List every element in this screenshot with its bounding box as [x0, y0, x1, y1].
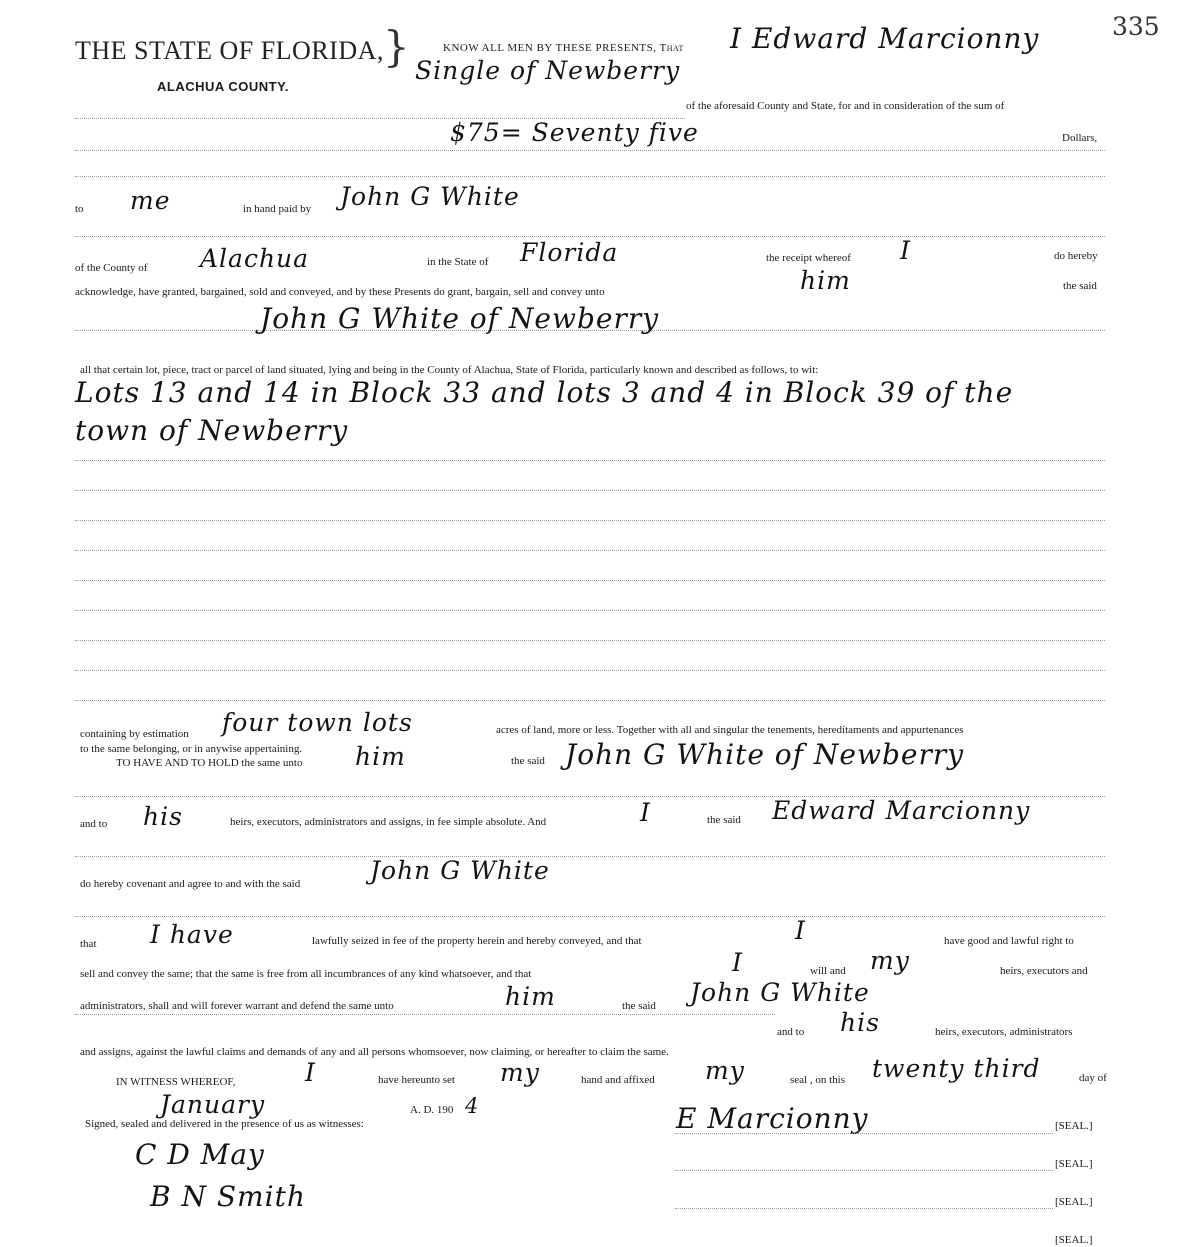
witness-1-signature: C D May [135, 1138, 265, 1171]
and-assigns-text: and assigns, against the lawful claims and demands of any and all persons whomsoever, now claiming, or hereafter to claim the same. [80, 1046, 669, 1058]
signed-sealed-text: Signed, sealed and delivered in the presence of us as witnesses: [85, 1118, 364, 1130]
hold-unto: him [355, 742, 406, 771]
unto-handwritten: him [800, 266, 851, 295]
sell-convey-text: sell and convey the same; that the same is free from all incumbrances of any kind whatsoever, and that [80, 968, 532, 980]
that-who: I have [150, 920, 234, 949]
acres-text: acres of land, more or less. Together with all and singular the tenements, hereditaments and appurtenances [496, 724, 964, 736]
lawfully-text: lawfully seized in fee of the property herein and hereby conveyed, and that [312, 935, 642, 947]
description-line-2: town of Newberry [75, 414, 349, 447]
and-to-2-text: and to [777, 1026, 805, 1038]
heirs-exec-and-text: heirs, executors and [1000, 965, 1088, 977]
heirs-exec-text: heirs, executors, administrators and assigns, in fee simple absolute. And [230, 816, 547, 828]
grantee-full: John G White of Newberry [260, 302, 660, 335]
seal-label-1: [SEAL.] [1055, 1120, 1093, 1132]
witness-who: I [305, 1058, 316, 1087]
month-handwritten: January [160, 1090, 266, 1119]
the-said-2-text: the said [511, 755, 545, 767]
will-and-handwritten: my [870, 946, 910, 975]
paid-by-text: in hand paid by [243, 203, 312, 215]
county-handwritten: Alachua [200, 244, 310, 273]
defend-said: John G White [690, 978, 870, 1007]
the-said-text: the said [1063, 280, 1097, 292]
covenant-with: John G White [370, 856, 550, 885]
covenant-text: do hereby covenant and agree to and with the said [80, 878, 301, 890]
state-of-text: in the State of [427, 256, 489, 268]
state-handwritten: Florida [520, 238, 619, 267]
hand-affixed-text: hand and affixed [581, 1074, 655, 1086]
the-said-3-text: the said [707, 814, 741, 826]
estimation-handwritten: four town lots [222, 708, 413, 737]
affixed-handwritten: my [705, 1056, 745, 1085]
have-hereunto-text: have hereunto set [378, 1074, 455, 1086]
the-said-4-text: the said [622, 1000, 656, 1012]
county-of-text: of the County of [75, 262, 148, 274]
page-number: 335 [1112, 12, 1160, 41]
all-that-text: all that certain lot, piece, tract or parcel of land situated, lying and being in the County of Alachua, State of Florida, particularly known and described as follows, to wit: [80, 364, 819, 376]
header-brace: } [383, 22, 410, 71]
receipt-who: I [900, 236, 911, 265]
will-and-text: will and [810, 965, 846, 977]
same-belonging-text: to the same belonging, or in anywise appertaining. [80, 743, 303, 755]
heirs-exec-admin-text: heirs, executors, administrators [935, 1026, 1073, 1038]
and-who: I [640, 798, 651, 827]
defend-unto: him [505, 982, 556, 1011]
ad-text: A. D. 190 [410, 1104, 454, 1116]
administrators-text: administrators, shall and will forever warrant and defend the same unto [80, 1000, 394, 1012]
to-text: to [75, 203, 84, 215]
grantor-name: I Edward Marcionny [730, 22, 1040, 55]
and-said-name: Edward Marcionny [772, 796, 1031, 825]
do-hereby-text: do hereby [1054, 250, 1098, 262]
description-line-1: Lots 13 and 14 in Block 33 and lots 3 and 4 in Block 39 of the [75, 376, 1014, 409]
in-witness-text: IN WITNESS WHEREOF, [116, 1076, 236, 1088]
state-title: THE STATE OF FLORIDA, [75, 36, 384, 65]
will-who: I [732, 948, 743, 977]
seal-on-this-text: seal , on this [790, 1074, 845, 1086]
set-handwritten: my [500, 1058, 540, 1087]
acknowledge-text: acknowledge, have granted, bargained, sold and conveyed, and by these Presents do grant, bargain, sell and convey unto [75, 286, 605, 298]
seal-label-2: [SEAL.] [1055, 1158, 1093, 1170]
and-to-2-handwritten: his [840, 1008, 880, 1037]
receipt-text: the receipt whereof [766, 252, 851, 264]
have-good-text: have good and lawful right to [944, 935, 1074, 947]
county-label: ALACHUA COUNTY. [157, 79, 289, 94]
to-whom: me [130, 186, 171, 215]
day-handwritten: twenty third [872, 1054, 1041, 1083]
witness-2-signature: B N Smith [150, 1180, 306, 1213]
containing-text: containing by estimation [80, 728, 189, 740]
hold-said: John G White of Newberry [565, 738, 965, 771]
know-all-text: KNOW ALL MEN BY THESE PRESENTS, That [443, 42, 684, 54]
and-to-handwritten: his [143, 802, 183, 831]
to-have-text: TO HAVE AND TO HOLD the same unto [116, 757, 303, 769]
and-that-who: I [795, 916, 806, 945]
and-to-text: and to [80, 818, 108, 830]
dollars-text: Dollars, [1062, 132, 1098, 144]
day-of-text: day of [1079, 1072, 1107, 1084]
grantor-signature: E Marcionny [676, 1102, 869, 1135]
aforesaid-text: of the aforesaid County and State, for and in consideration of the sum of [686, 100, 1005, 112]
grantor-residence: Single of Newberry [415, 56, 681, 85]
seal-label-3: [SEAL.] [1055, 1196, 1093, 1208]
year-digit: 4 [465, 1094, 480, 1118]
amount-handwritten: $75= Seventy five [450, 118, 699, 147]
that-text: that [80, 938, 97, 950]
paid-by-name: John G White [340, 182, 520, 211]
seal-label-4: [SEAL.] [1055, 1234, 1093, 1246]
